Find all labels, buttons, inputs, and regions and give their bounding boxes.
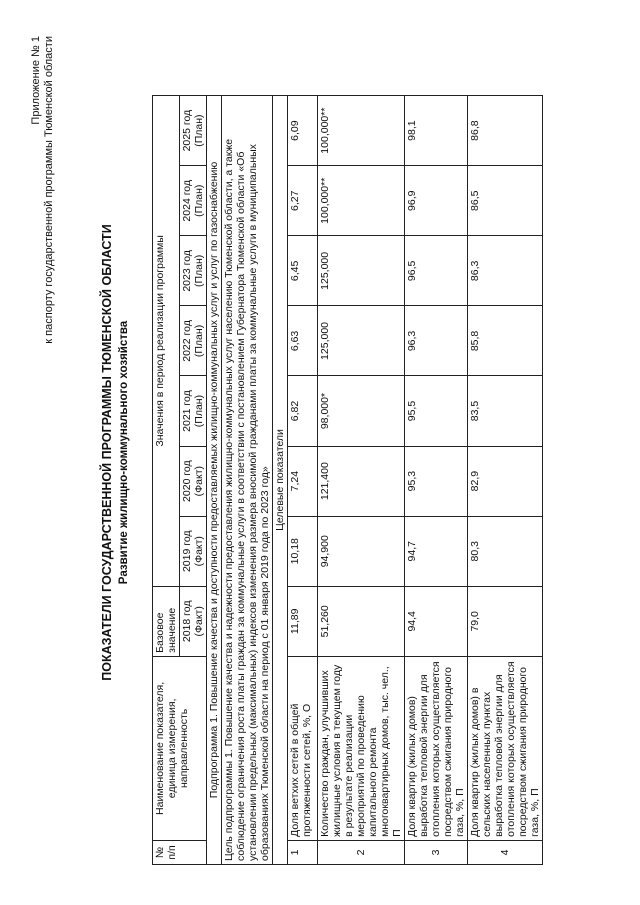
value-cell: 79,0 xyxy=(468,586,543,656)
value-cell: 98,1 xyxy=(405,96,468,166)
header-year: 2025 год (План) xyxy=(180,96,207,166)
value-cell: 96,9 xyxy=(405,166,468,236)
value-cell: 51,260 xyxy=(318,586,405,656)
value-cell: 86,8 xyxy=(468,96,543,166)
header-year: 2019 год (Факт) xyxy=(180,516,207,586)
appendix-reference: к паспорту государственной программы Тюменской области xyxy=(43,36,55,344)
value-cell: 94,4 xyxy=(405,586,468,656)
appendix-note xyxy=(30,36,56,344)
value-cell: 96,3 xyxy=(405,306,468,376)
table-row xyxy=(405,96,468,865)
value-cell: 95,5 xyxy=(405,376,468,446)
value-cell: 125,000 xyxy=(318,236,405,306)
indicator-name: Количество граждан, улучшивших жилищные условия в текущем году в результате реализации мероприятий по проведению капитального ремонта многоквартирных домов, тыс. чел., П xyxy=(318,656,405,840)
header-year: 2023 год (План) xyxy=(180,236,207,306)
header-year: 2022 год (План) xyxy=(180,306,207,376)
header-year: 2020 год (Факт) xyxy=(180,446,207,516)
header-year: 2024 год (План) xyxy=(180,166,207,236)
target-indicators-label: Целевые показатели xyxy=(273,96,288,865)
value-cell: 7,24 xyxy=(288,446,318,516)
value-cell: 6,82 xyxy=(288,376,318,446)
value-cell: 85,8 xyxy=(468,306,543,376)
value-cell: 10,18 xyxy=(288,516,318,586)
value-cell: 11,89 xyxy=(288,586,318,656)
value-cell: 100,000** xyxy=(318,166,405,236)
header-name: Наименование показателя, единица измерения, направленность xyxy=(153,656,207,840)
value-cell: 82,9 xyxy=(468,446,543,516)
subprogram-title: Подпрограмма 1. Повышение качества и доступности предоставляемых жилищно-коммунальных услуг и услуг по газоснабжению xyxy=(207,96,222,865)
value-cell: 98,000* xyxy=(318,376,405,446)
header-period: Значения в период реализации программы xyxy=(153,96,180,587)
value-cell: 94,900 xyxy=(318,516,405,586)
appendix-number: Приложение № 1 xyxy=(30,36,42,125)
header-year: 2021 год (План) xyxy=(180,376,207,446)
value-cell: 80,3 xyxy=(468,516,543,586)
value-cell: 100,000** xyxy=(318,96,405,166)
target-label-row xyxy=(273,96,288,865)
row-number: 4 xyxy=(468,840,543,864)
table-row xyxy=(318,96,405,865)
value-cell: 6,45 xyxy=(288,236,318,306)
value-cell: 6,27 xyxy=(288,166,318,236)
header-num: № п/п xyxy=(153,840,207,864)
header-year: 2018 год (Факт) xyxy=(180,586,207,656)
subprogram-goal: Цель подпрограммы 1. Повышение качества и надежности предоставления жилищно-коммунальных услуг населению Тюменской области, а также соблюдение ограничения роста платы граждан за коммунальные услуги в соответствии с постановлением Губернатора Тюменской области «Об установлении предельных (максимальных) индексов изменения размера вносимой гражданами платы за коммунальные услуги в муниципальных образованиях Тюменской области на период с 01 января 2019 года по 2023 год» xyxy=(222,96,273,865)
value-cell: 86,5 xyxy=(468,166,543,236)
indicator-name: Доля квартир (жилых домов) выработка тепловой энергии для отопления которых осуществляется посредством сжигания природного газа, %, П xyxy=(405,656,468,840)
indicator-name: Доля ветхих сетей в общей протяженности сетей, %, О xyxy=(288,656,318,840)
header-base: Базовое значение xyxy=(153,586,180,656)
document-subtitle: Развитие жилищно-коммунального хозяйства xyxy=(118,320,130,585)
subprogram-row xyxy=(207,96,222,865)
value-cell: 94,7 xyxy=(405,516,468,586)
goal-row xyxy=(222,96,273,865)
value-cell: 125,000 xyxy=(318,306,405,376)
header-row-1 xyxy=(153,96,180,865)
value-cell: 6,09 xyxy=(288,96,318,166)
value-cell: 96,5 xyxy=(405,236,468,306)
value-cell: 6,63 xyxy=(288,306,318,376)
value-cell: 83,5 xyxy=(468,376,543,446)
table-row xyxy=(468,96,543,865)
indicator-name: Доля квартир (жилых домов) в сельских населенных пунктах выработка тепловой энергии для отопления которых осуществляется посредством сжигания природного газа, %, П xyxy=(468,656,543,840)
row-number: 1 xyxy=(288,840,318,864)
table-row xyxy=(288,96,318,865)
value-cell: 95,3 xyxy=(405,446,468,516)
row-number: 3 xyxy=(405,840,468,864)
value-cell: 86,3 xyxy=(468,236,543,306)
row-number: 2 xyxy=(318,840,405,864)
indicators-table xyxy=(152,95,543,865)
document-title: ПОКАЗАТЕЛИ ГОСУДАРСТВЕННОЙ ПРОГРАММЫ ТЮМЕНСКОЙ ОБЛАСТИ xyxy=(100,224,114,681)
value-cell: 121,400 xyxy=(318,446,405,516)
